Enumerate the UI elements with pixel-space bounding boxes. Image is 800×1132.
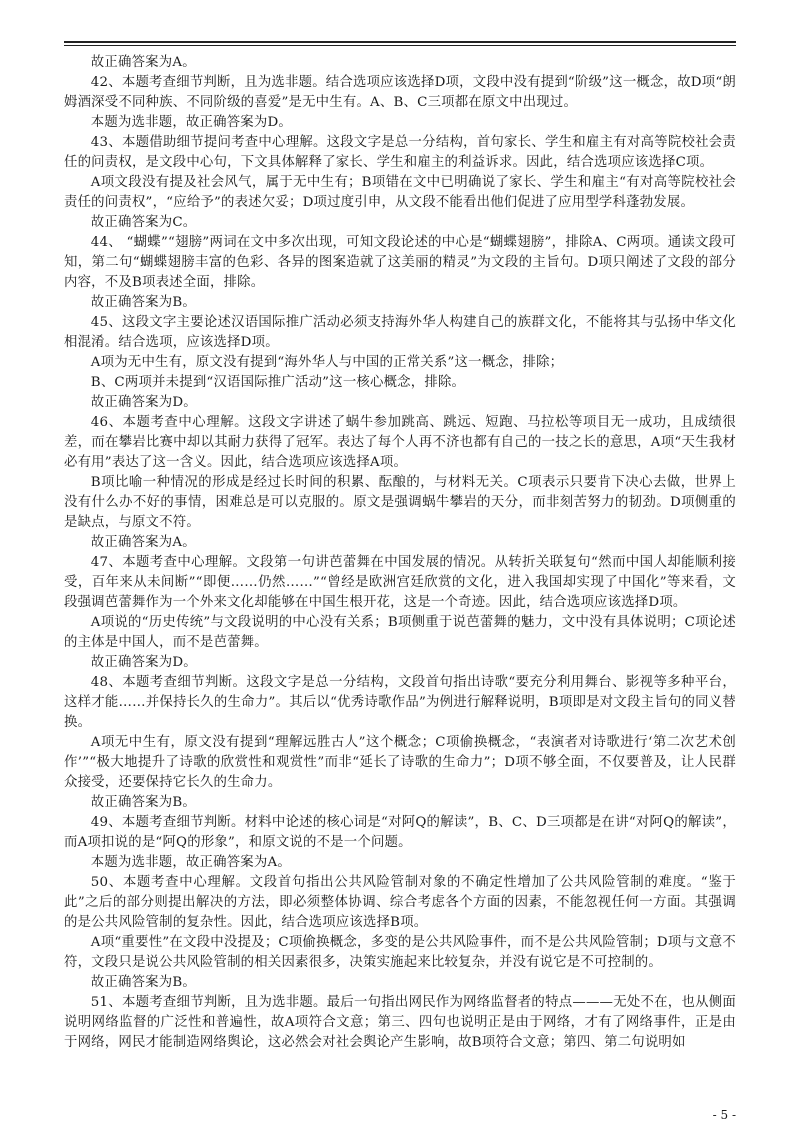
paragraph: 故正确答案为A。 xyxy=(90,55,196,70)
paragraph: A项文段没有提及社会风气，属于无中生有；B项错在文中已明确说了家长、学生和雇主“有对高等院校社会责任的问责权”，“应给予”的表述欠妥；D项过度引申，从文段不能看出他们促进了应用型学科蓬勃发展。 xyxy=(64,175,736,210)
paragraph: 故正确答案为D。 xyxy=(90,395,197,410)
paragraph: 48、本题考查细节判断。这段文字是总一分结构，文段首句指出诗歌“要充分利用舞台、影视等多种平台，这样才能……并保持长久的生命力”。其后以“优秀诗歌作品”为例进行解释说明，B项即是对文段主旨句的同义替换。 xyxy=(64,675,736,730)
paragraph: A项“重要性”在文段中没提及；C项偷换概念，多变的是公共风险事件，而不是公共风险管制；D项与文意不符，文段只是说公共风险管制的相关因素很多，决策实施起来比较复杂，并没有说它是不可控制的。 xyxy=(64,935,736,970)
header-rule-thick xyxy=(64,41,736,43)
paragraph: A项为无中生有，原文没有提到“海外华人与中国的正常关系”这一概念，排除； xyxy=(90,355,564,370)
paragraph: A项无中生有，原文没有提到“理解远胜古人”这个概念；C项偷换概念，“表演者对诗歌进行‘第二次艺术创作’”“极大地提升了诗歌的欣赏性和观赏性”而非“延长了诗歌的生命力”；D项不够全面，不仅要普及，让人民群众接受，还要保持它长久的生命力。 xyxy=(64,735,736,790)
paragraph: 本题为选非题，故正确答案为D。 xyxy=(90,115,293,130)
paragraph: 49、本题考查细节判断。材料中论述的核心词是“对阿Q的解读”，B、C、D三项都是在讲“对阿Q的解读”，而A项扣说的是“阿Q的形象”，和原文说的不是一个问题。 xyxy=(64,815,736,850)
paragraph: 47、本题考查中心理解。文段第一句讲芭蕾舞在中国发展的情况。从转折关联复句“然而中国人却能顺利接受，百年来从未间断”“即便……仍然……”“曾经是欧洲宫廷欣赏的文化，进入我国却实现了中国化”等来看，文段强调芭蕾舞作为一个外来文化却能够在中国生根开花，这是一个奇迹。因此，结合选项应该选择D项。 xyxy=(64,555,736,610)
paragraph: 51、本题考查细节判断，且为选非题。最后一句指出网民作为网络监督者的特点———无处不在，也从侧面说明网络监督的广泛性和普遍性，故A项符合文意；第三、四句也说明正是由于网络，才有了网络事件，正是由于网络，网民才能制造网络舆论，这必然会对社会舆论产生影响，故B项符合文意；第四、第二句说明如 xyxy=(64,995,736,1050)
paragraph: 50、本题考查中心理解。文段首句指出公共风险管制对象的不确定性增加了公共风险管制的难度。“鉴于此”之后的部分则提出解决的方法，即必须整体协调、综合考虑各个方面的因素，不能忽视任何一方面。其强调的是公共风险管制的复杂性。因此，结合选项应该选择B项。 xyxy=(64,875,736,930)
document-body xyxy=(64,53,736,1053)
paragraph: 45、这段文字主要论述汉语国际推广活动必须支持海外华人构建自己的族群文化，不能将其与弘扬中华文化相混淆。结合选项，应该选择D项。 xyxy=(64,315,736,350)
paragraph: 本题为选非题，故正确答案为A。 xyxy=(90,855,291,870)
paragraph: A项说的“历史传统”与文段说明的中心没有关系；B项侧重于说芭蕾舞的魅力，文中没有具体说明；C项论述的主体是中国人，而不是芭蕾舞。 xyxy=(64,615,736,650)
header-rule-thin xyxy=(64,45,736,46)
paragraph: 故正确答案为B。 xyxy=(90,795,196,810)
page-number: - 5 - xyxy=(712,1108,736,1122)
paragraph: 故正确答案为D。 xyxy=(90,655,197,670)
paragraph: 43、本题借助细节提问考查中心理解。这段文字是总一分结构，首句家长、学生和雇主有对高等院校社会责任的问责权，是文段中心句，下文具体解释了家长、学生和雇主的利益诉求。因此，结合选项应该选择C项。 xyxy=(64,135,736,170)
paragraph: 故正确答案为C。 xyxy=(90,215,197,230)
paragraph: 42、本题考查细节判断，且为选非题。结合选项应该选择D项，文段中没有提到“阶级”这一概念，故D项“朗姆酒深受不同种族、不同阶级的喜爱”是无中生有。A、B、C三项都在原文中出现过。 xyxy=(64,75,736,110)
paragraph: B、C两项并未提到“汉语国际推广活动”这一核心概念，排除。 xyxy=(90,375,466,390)
paragraph: 故正确答案为A。 xyxy=(90,535,196,550)
paragraph: 故正确答案为B。 xyxy=(90,295,196,310)
paragraph: B项比喻一种情况的形成是经过长时间的积累、酝酿的，与材料无关。C项表示只要肯下决心去做，世界上没有什么办不好的事情，困难总是可以克服的。原文是强调蜗牛攀岩的天分，而非刻苦努力的韧劲。D项侧重的是缺点，与原文不符。 xyxy=(64,475,736,530)
paragraph: 故正确答案为B。 xyxy=(90,975,196,990)
paragraph: 46、本题考查中心理解。这段文字讲述了蜗牛参加跳高、跳远、短跑、马拉松等项目无一成功，且成绩很差，而在攀岩比赛中却以其耐力获得了冠军。表达了每个人再不济也都有自己的一技之长的意思，A项“天生我材必有用”表达了这一含义。因此，结合选项应该选择A项。 xyxy=(64,415,736,470)
paragraph: 44、 “蝴蝶”“翅膀”两词在文中多次出现，可知文段论述的中心是“蝴蝶翅膀”，排除A、C两项。通读文段可知，第二句“蝴蝶翅膀丰富的色彩、各异的图案造就了这美丽的精灵”为文段的主旨句。D项只阐述了文段的部分内容，不及B项表述全面，排除。 xyxy=(64,235,736,290)
